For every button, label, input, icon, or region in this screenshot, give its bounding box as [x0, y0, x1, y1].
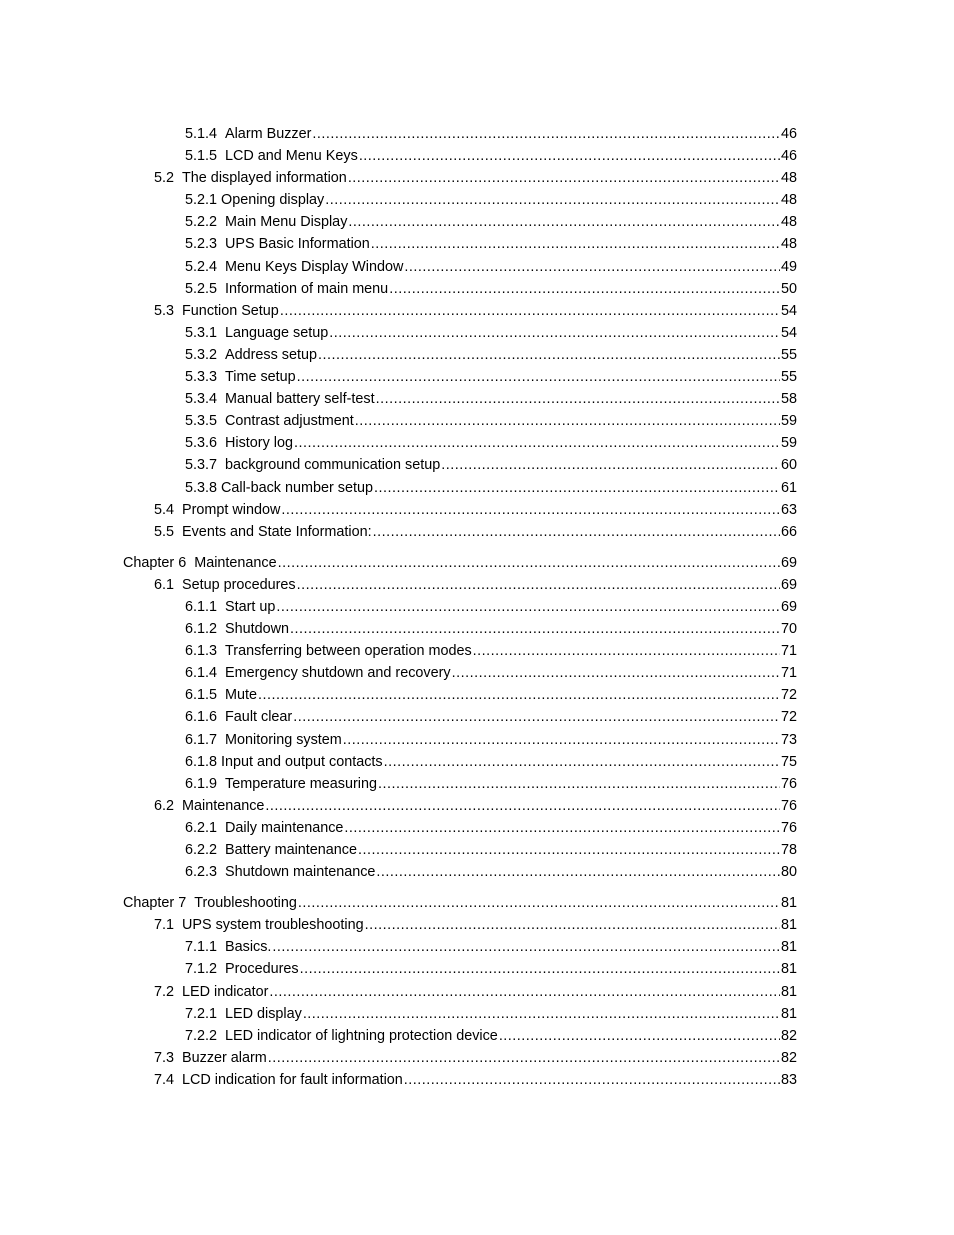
toc-entry-number: 5.3.7: [185, 457, 218, 474]
toc-dot-leader: [265, 795, 780, 817]
toc-entry-number: 6.1.1: [185, 598, 218, 615]
toc-section-entry[interactable]: [0, 499, 954, 521]
toc-page-number: 50: [780, 280, 797, 297]
toc-entry-number: 6.2.3: [185, 864, 218, 881]
toc-subsection-entry[interactable]: [0, 662, 954, 684]
toc-subsection-entry[interactable]: [0, 936, 954, 958]
toc-section-entry[interactable]: [0, 981, 954, 1003]
toc-entry-number: Chapter 6: [123, 554, 187, 571]
toc-entry-title: Maintenance: [182, 797, 265, 814]
toc-subsection-entry[interactable]: [0, 256, 954, 278]
toc-entry-title: Daily maintenance: [225, 819, 344, 836]
toc-entry-separator: [217, 1025, 225, 1047]
toc-entry-number: 6.1.9: [185, 775, 218, 792]
toc-subsection-entry[interactable]: [0, 410, 954, 432]
toc-page-number: 81: [780, 983, 797, 1000]
toc-dot-leader: [384, 751, 780, 773]
toc-subsection-entry[interactable]: [0, 1025, 954, 1047]
toc-entry-number: 7.2: [154, 983, 175, 1000]
toc-page-number: 63: [780, 501, 797, 518]
toc-entry-title: Troubleshooting: [194, 895, 297, 912]
toc-entry-title: Alarm Buzzer: [225, 126, 312, 142]
toc-entry-separator: [217, 454, 225, 476]
toc-entry-separator: [174, 574, 182, 596]
toc-entry-separator: [186, 552, 194, 574]
toc-page-number: 75: [780, 753, 797, 770]
toc-dot-leader: [298, 892, 780, 914]
toc-entry-title: Call-back number setup: [221, 479, 373, 496]
toc-page-number: 46: [780, 126, 797, 142]
toc-dot-leader: [473, 640, 780, 662]
toc-entry-title: Menu Keys Display Window: [225, 258, 404, 275]
toc-entry-title: Contrast adjustment: [225, 413, 354, 430]
toc-dot-leader: [272, 936, 780, 958]
toc-subsection-entry[interactable]: [0, 861, 954, 883]
toc-dot-leader: [365, 914, 780, 936]
toc-entry-separator: [217, 388, 225, 410]
toc-entry-title: LED display: [225, 1005, 302, 1022]
toc-page-number: 66: [780, 523, 797, 540]
toc-entry-number: 5.5: [154, 523, 175, 540]
toc-subsection-entry[interactable]: [0, 123, 954, 145]
toc-entry-number: 5.3.2: [185, 346, 218, 363]
toc-entry-title: LCD indication for fault information: [182, 1071, 403, 1088]
toc-subsection-entry[interactable]: [0, 596, 954, 618]
toc-entry-number: 6.1.7: [185, 731, 218, 748]
toc-entry-separator: [217, 958, 225, 980]
toc-entry-number: 6.1: [154, 576, 175, 593]
toc-entry-title: Time setup: [225, 369, 296, 386]
toc-entry-number: 7.4: [154, 1071, 175, 1088]
toc-page-number: 49: [780, 258, 797, 275]
toc-entry-title: LED indicator: [182, 983, 269, 1000]
toc-entry-title: UPS system troubleshooting: [182, 917, 364, 934]
toc-subsection-entry[interactable]: [0, 211, 954, 233]
toc-subsection-entry[interactable]: [0, 278, 954, 300]
toc-subsection-entry[interactable]: [0, 958, 954, 980]
toc-subsection-entry[interactable]: [0, 454, 954, 476]
toc-entry-separator: [217, 256, 225, 278]
toc-subsection-entry[interactable]: [0, 189, 954, 211]
toc-entry-title: Temperature measuring: [225, 775, 377, 792]
toc-entry-separator: [217, 618, 225, 640]
toc-page-number: 71: [780, 643, 797, 660]
toc-entry-number: 5.1.4: [185, 126, 218, 142]
toc-page-number: 81: [780, 961, 797, 978]
toc-entry-separator: [217, 211, 225, 233]
toc-page-number: 80: [780, 864, 797, 881]
toc-entry-title: Shutdown maintenance: [225, 864, 376, 881]
toc-dot-leader: [276, 596, 780, 618]
toc-dot-leader: [297, 366, 780, 388]
toc-entry-separator: [217, 145, 225, 167]
toc-dot-leader: [452, 662, 780, 684]
toc-subsection-entry[interactable]: [0, 729, 954, 751]
toc-entry-separator: [174, 795, 182, 817]
toc-entry-separator: [217, 861, 225, 883]
toc-entry-number: 5.4: [154, 501, 175, 518]
toc-entry-number: 7.1.1: [185, 939, 218, 956]
toc-entry-separator: [217, 936, 225, 958]
toc-entry-number: 7.1: [154, 917, 175, 934]
toc-page-number: 59: [780, 435, 797, 452]
toc-section-entry[interactable]: [0, 914, 954, 936]
toc-section-entry[interactable]: [0, 167, 954, 189]
toc-entry-separator: [217, 278, 225, 300]
toc-chapter-entry[interactable]: [0, 892, 954, 914]
toc-entry-number: 6.1.4: [185, 665, 218, 682]
toc-entry-number: 6.2: [154, 797, 175, 814]
toc-page-number: 71: [780, 665, 797, 682]
toc-entry-number: 6.1.5: [185, 687, 218, 704]
toc-page-number: 73: [780, 731, 797, 748]
toc-entry-separator: [174, 1047, 182, 1069]
toc-entry-title: Input and output contacts: [221, 753, 383, 770]
toc-section-entry[interactable]: [0, 1069, 954, 1091]
toc-dot-leader: [268, 1047, 780, 1069]
toc-entry-title: background communication setup: [225, 457, 441, 474]
toc-entry-number: 5.3.5: [185, 413, 218, 430]
toc-entry-number: 5.3.1: [185, 324, 218, 341]
toc-entry-number: 6.1.6: [185, 709, 218, 726]
toc-page-number: 72: [780, 709, 797, 726]
toc-entry-separator: [217, 1003, 225, 1025]
toc-page-number: 81: [780, 1005, 797, 1022]
toc-entry-title: LED indicator of lightning protection device: [225, 1027, 498, 1044]
toc-entry-number: 5.3.4: [185, 391, 218, 408]
toc-page-number: 72: [780, 687, 797, 704]
toc-section-entry[interactable]: [0, 574, 954, 596]
toc-entry-separator: [217, 366, 225, 388]
toc-entry-title: Information of main menu: [225, 280, 389, 297]
toc-page-number: 82: [780, 1049, 797, 1066]
toc-entry-separator: [217, 839, 225, 861]
toc-entry-number: 6.1.8: [185, 753, 218, 770]
toc-entry-title: Mute: [225, 687, 258, 704]
toc-subsection-entry[interactable]: [0, 366, 954, 388]
toc-entry-separator: [174, 167, 182, 189]
toc-dot-leader: [404, 256, 780, 278]
table-of-contents: [0, 123, 954, 1091]
toc-entry-separator: [217, 706, 225, 728]
toc-entry-separator: [217, 596, 225, 618]
toc-dot-leader: [371, 233, 780, 255]
toc-entry-title: Buzzer alarm: [182, 1049, 267, 1066]
toc-page-number: 54: [780, 302, 797, 319]
toc-entry-title: LCD and Menu Keys: [225, 148, 358, 165]
toc-entry-separator: [217, 322, 225, 344]
toc-subsection-entry[interactable]: [0, 388, 954, 410]
toc-entry-title: Prompt window: [182, 501, 281, 518]
toc-page-number: 76: [780, 775, 797, 792]
toc-subsection-entry[interactable]: [0, 817, 954, 839]
toc-entry-separator: [217, 684, 225, 706]
toc-page-number: 78: [780, 842, 797, 858]
toc-subsection-entry[interactable]: [0, 618, 954, 640]
toc-dot-leader: [329, 322, 780, 344]
toc-page-number: 46: [780, 148, 797, 165]
toc-entry-number: 5.2.1: [185, 192, 218, 209]
toc-subsection-entry[interactable]: [0, 751, 954, 773]
toc-dot-leader: [258, 684, 780, 706]
toc-section-entry[interactable]: [0, 1047, 954, 1069]
toc-subsection-entry[interactable]: [0, 344, 954, 366]
toc-entry-title: Shutdown: [225, 621, 290, 638]
toc-entry-separator: [217, 773, 225, 795]
toc-subsection-entry[interactable]: [0, 432, 954, 454]
toc-entry-number: 6.1.3: [185, 643, 218, 660]
toc-entry-title: Start up: [225, 598, 276, 615]
toc-page-number: 81: [780, 917, 797, 934]
toc-dot-leader: [343, 729, 780, 751]
toc-entry-title: Opening display: [221, 192, 325, 209]
toc-entry-title: Monitoring system: [225, 731, 342, 748]
toc-entry-title: Language setup: [225, 324, 329, 341]
toc-dot-leader: [290, 618, 780, 640]
toc-entry-separator: [174, 1069, 182, 1091]
toc-page-number: 70: [780, 621, 797, 638]
toc-subsection-entry[interactable]: [0, 145, 954, 167]
toc-entry-number: 5.3.8: [185, 479, 218, 496]
toc-entry-number: 7.3: [154, 1049, 175, 1066]
toc-entry-separator: [174, 914, 182, 936]
toc-entry-title: Fault clear: [225, 709, 293, 726]
toc-entry-title: Transferring between operation modes: [225, 643, 472, 660]
toc-chapter-entry[interactable]: [0, 552, 954, 574]
toc-page-number: 55: [780, 346, 797, 363]
toc-entry-number: 7.2.1: [185, 1005, 218, 1022]
toc-subsection-entry[interactable]: [0, 839, 954, 861]
toc-entry-separator: [217, 640, 225, 662]
toc-entry-number: 5.2: [154, 170, 175, 187]
toc-dot-leader: [281, 499, 780, 521]
toc-page-number: 59: [780, 413, 797, 430]
toc-page-number: 76: [780, 819, 797, 836]
toc-page-number: 69: [780, 598, 797, 615]
toc-page-number: 48: [780, 192, 797, 209]
toc-entry-title: Maintenance: [194, 554, 277, 571]
toc-entry-separator: [174, 499, 182, 521]
toc-entry-number: 7.1.2: [185, 961, 218, 978]
toc-subsection-entry[interactable]: [0, 706, 954, 728]
toc-entry-number: 5.2.5: [185, 280, 218, 297]
toc-dot-leader: [355, 410, 780, 432]
toc-dot-leader: [318, 344, 780, 366]
toc-dot-leader: [269, 981, 780, 1003]
toc-dot-leader: [278, 552, 780, 574]
toc-dot-leader: [374, 477, 780, 499]
toc-entry-separator: [174, 521, 182, 543]
toc-entry-title: The displayed information: [182, 170, 347, 187]
toc-dot-leader: [359, 145, 780, 167]
toc-entry-number: 6.1.2: [185, 621, 218, 638]
toc-dot-leader: [404, 1069, 780, 1091]
toc-dot-leader: [300, 958, 780, 980]
toc-page-number: 69: [780, 576, 797, 593]
toc-subsection-entry[interactable]: [0, 322, 954, 344]
toc-entry-number: 5.2.2: [185, 214, 218, 231]
toc-entry-number: 6.2.2: [185, 842, 218, 858]
toc-entry-title: Function Setup: [182, 302, 279, 319]
toc-entry-separator: [217, 410, 225, 432]
toc-entry-separator: [174, 981, 182, 1003]
toc-dot-leader: [325, 189, 780, 211]
toc-dot-leader: [344, 817, 780, 839]
toc-subsection-entry[interactable]: [0, 773, 954, 795]
toc-dot-leader: [303, 1003, 780, 1025]
toc-entry-title: Battery maintenance: [225, 842, 358, 858]
toc-entry-separator: [186, 892, 194, 914]
toc-subsection-entry[interactable]: [0, 684, 954, 706]
toc-entry-separator: [217, 729, 225, 751]
toc-dot-leader: [294, 432, 780, 454]
toc-page-number: 55: [780, 369, 797, 386]
toc-dot-leader: [293, 706, 780, 728]
toc-page-number: 48: [780, 214, 797, 231]
toc-entry-separator: [217, 432, 225, 454]
toc-entry-title: Procedures: [225, 961, 299, 978]
toc-entry-separator: [217, 817, 225, 839]
toc-entry-title: Address setup: [225, 346, 318, 363]
toc-page-number: 83: [780, 1071, 797, 1088]
toc-page-number: 81: [780, 895, 797, 912]
toc-entry-number: 5.2.3: [185, 236, 218, 253]
toc-page-number: 81: [780, 939, 797, 956]
toc-entry-number: 5.3: [154, 302, 175, 319]
toc-page-number: 61: [780, 479, 797, 496]
toc-section-entry[interactable]: [0, 300, 954, 322]
toc-entry-number: 7.2.2: [185, 1027, 218, 1044]
toc-entry-separator: [217, 123, 225, 145]
toc-dot-leader: [376, 388, 780, 410]
toc-dot-leader: [389, 278, 780, 300]
toc-page-number: 76: [780, 797, 797, 814]
toc-page-number: 60: [780, 457, 797, 474]
toc-subsection-entry[interactable]: [0, 640, 954, 662]
toc-page-number: 69: [780, 554, 797, 571]
toc-section-entry[interactable]: [0, 521, 954, 543]
toc-entry-number: Chapter 7: [123, 895, 187, 912]
toc-entry-title: Basics.: [225, 939, 272, 956]
toc-entry-title: UPS Basic Information: [225, 236, 370, 253]
toc-entry-title: Emergency shutdown and recovery: [225, 665, 451, 682]
toc-page-number: 54: [780, 324, 797, 341]
toc-entry-separator: [217, 233, 225, 255]
toc-dot-leader: [312, 123, 780, 145]
toc-page-number: 82: [780, 1027, 797, 1044]
toc-dot-leader: [358, 839, 780, 861]
toc-entry-title: History log: [225, 435, 293, 452]
toc-entry-title: Setup procedures: [182, 576, 296, 593]
toc-dot-leader: [280, 300, 780, 322]
toc-entry-number: 6.2.1: [185, 819, 218, 836]
toc-entry-separator: [217, 344, 225, 366]
toc-page-number: 48: [780, 236, 797, 253]
toc-dot-leader: [499, 1025, 780, 1047]
toc-dot-leader: [376, 861, 780, 883]
toc-subsection-entry[interactable]: [0, 1003, 954, 1025]
toc-subsection-entry[interactable]: [0, 233, 954, 255]
toc-page-number: 58: [780, 391, 797, 408]
toc-dot-leader: [297, 574, 780, 596]
toc-dot-leader: [348, 211, 780, 233]
toc-entry-title: Events and State Information:: [182, 523, 372, 540]
toc-entry-title: Manual battery self-test: [225, 391, 375, 408]
toc-dot-leader: [348, 167, 780, 189]
toc-page-number: 48: [780, 170, 797, 187]
toc-dot-leader: [441, 454, 780, 476]
toc-entry-number: 5.2.4: [185, 258, 218, 275]
toc-entry-number: 5.3.6: [185, 435, 218, 452]
toc-entry-separator: [217, 662, 225, 684]
toc-dot-leader: [378, 773, 780, 795]
toc-dot-leader: [373, 521, 780, 543]
toc-subsection-entry[interactable]: [0, 477, 954, 499]
toc-entry-separator: [174, 300, 182, 322]
toc-section-entry[interactable]: [0, 795, 954, 817]
toc-entry-title: Main Menu Display: [225, 214, 348, 231]
toc-entry-number: 5.1.5: [185, 148, 218, 165]
toc-entry-number: 5.3.3: [185, 369, 218, 386]
